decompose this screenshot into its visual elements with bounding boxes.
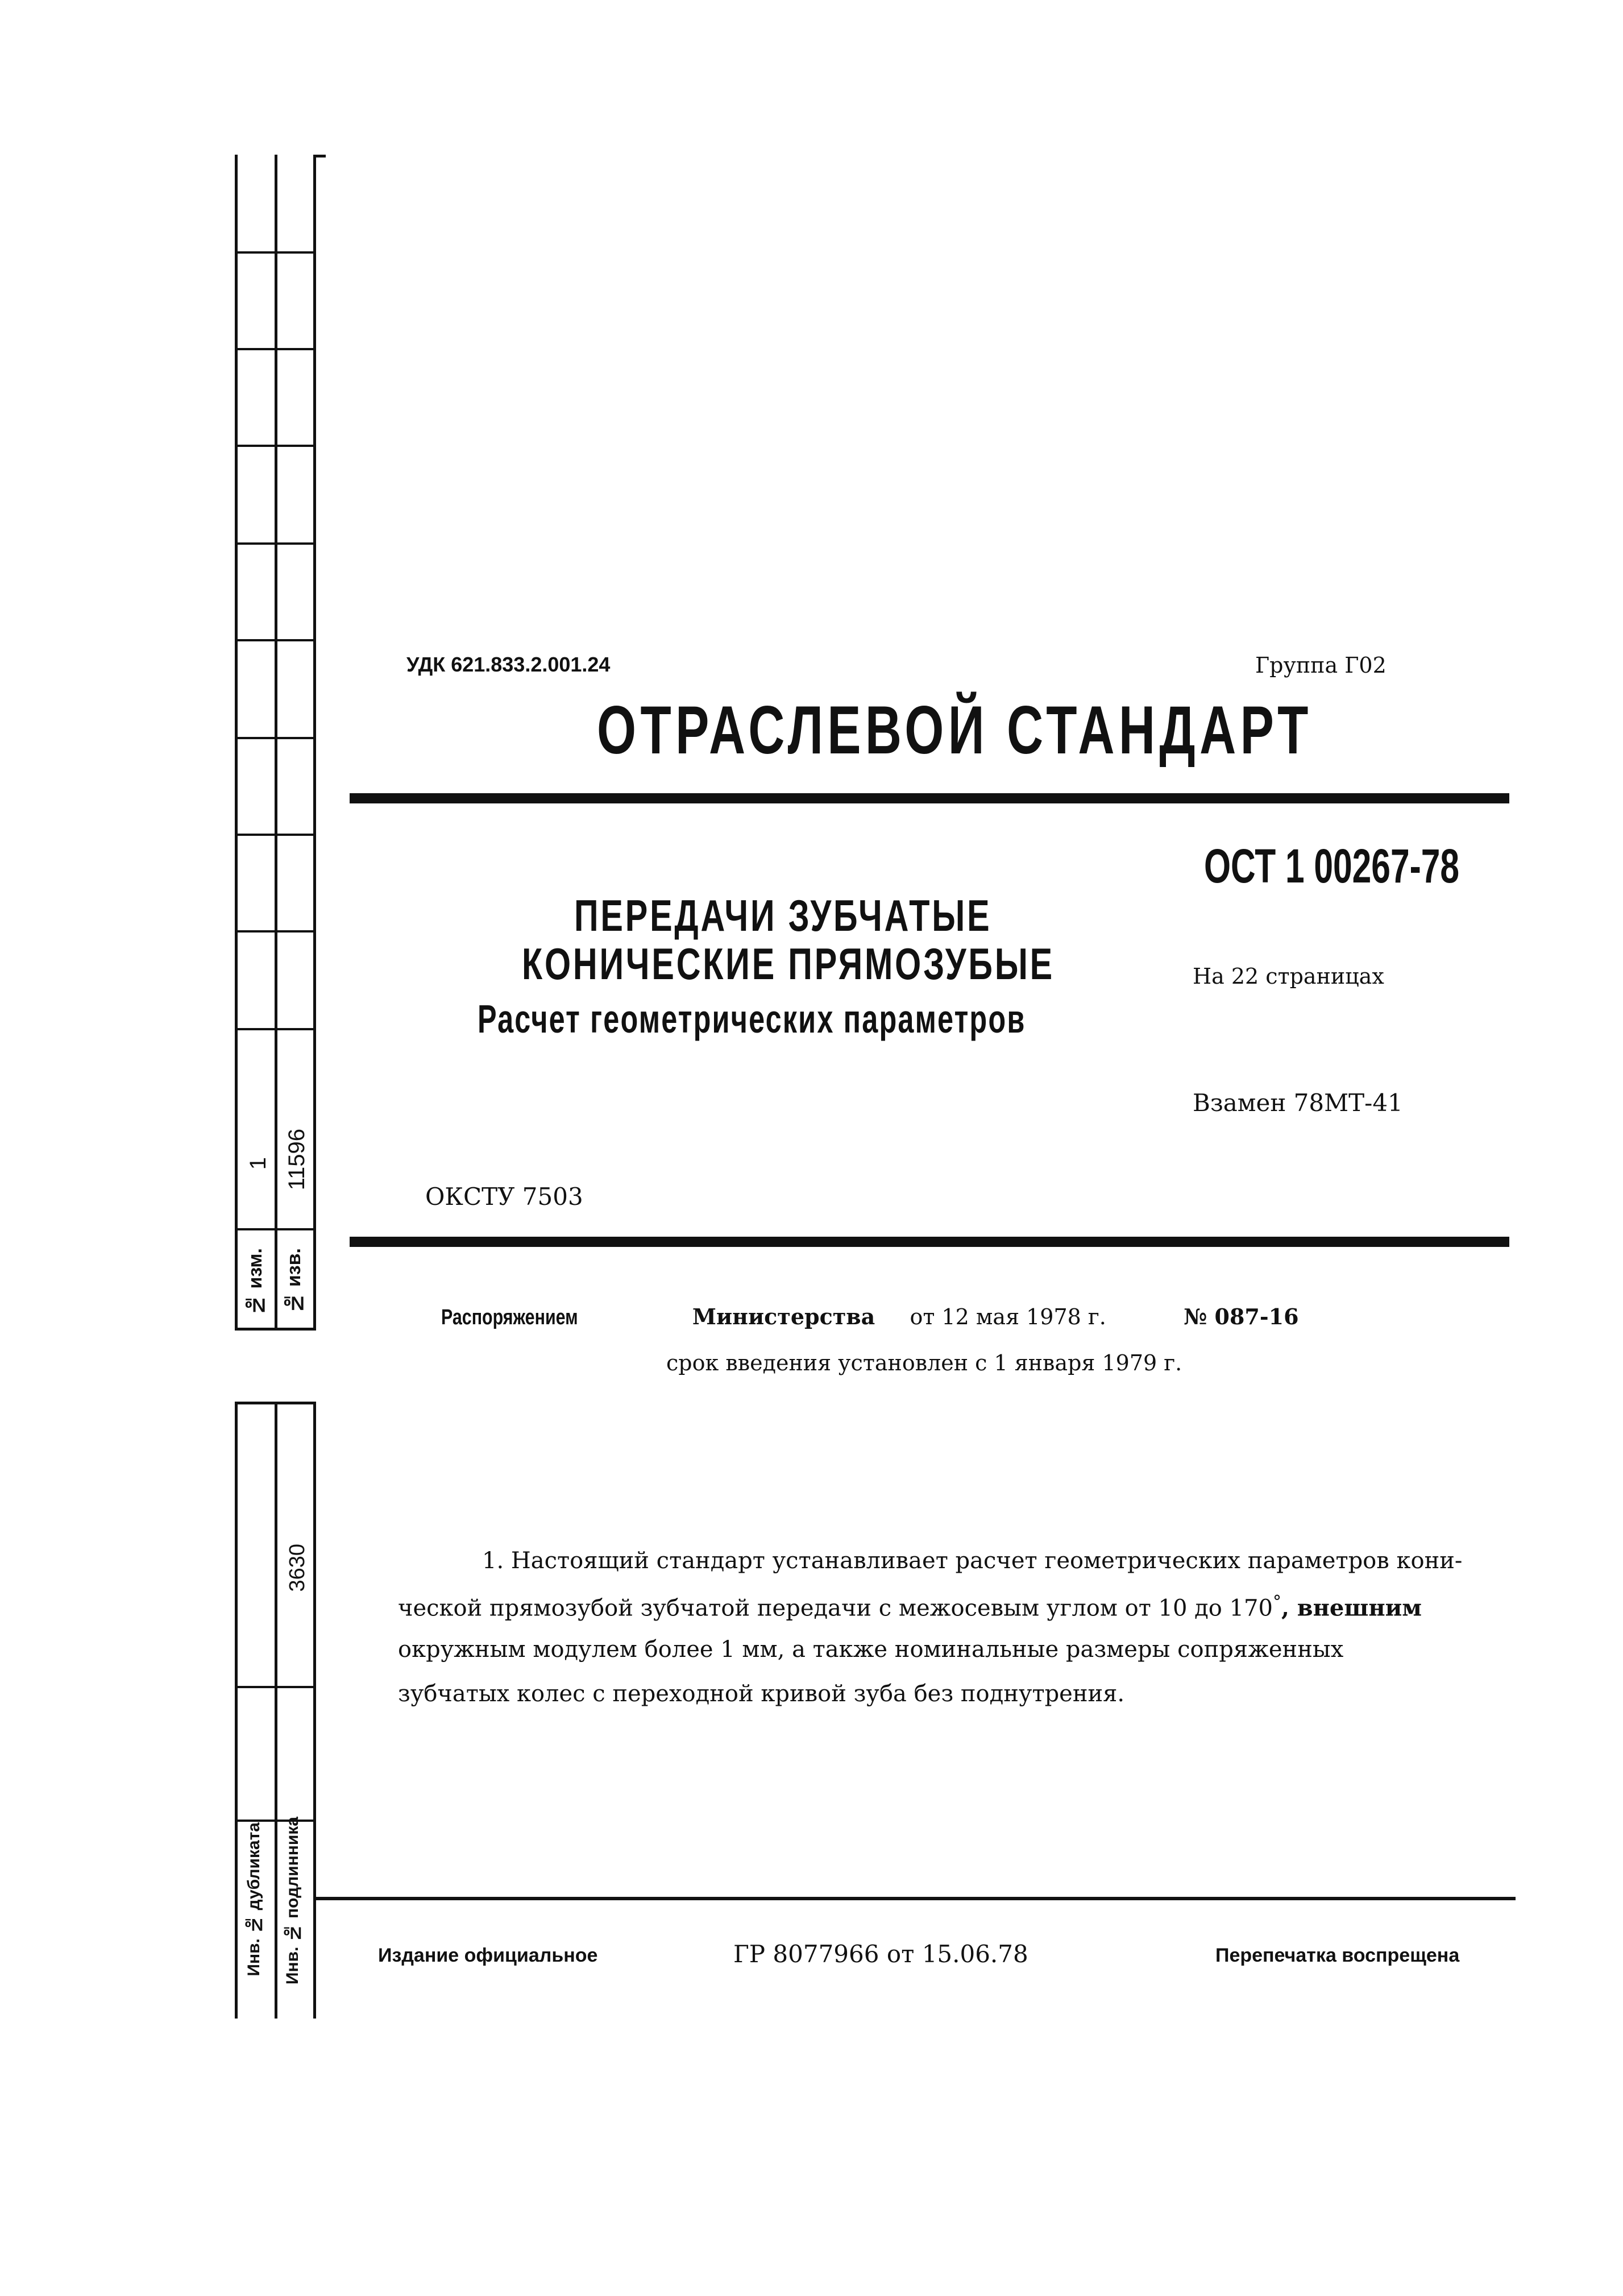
inv-duplicate-label: Инв. № дубликата [244, 1822, 263, 1976]
notice-number-label: № изв. [283, 1248, 305, 1314]
document-title-line3: Расчет геометрических параметров [478, 997, 1026, 1041]
inv-original-label: Инв. № подлинника [283, 1817, 302, 1985]
order-ministry: Министерства [692, 1304, 875, 1329]
change-number-value: 1 [246, 1157, 271, 1170]
edition-note: Издание официальное [378, 1945, 598, 1966]
order-date: от 12 мая 1978 г. [910, 1304, 1106, 1329]
document-title-line1: ПЕРЕДАЧИ ЗУБЧАТЫЕ [574, 890, 992, 940]
top-thick-rule [350, 793, 1509, 803]
page-title: ОТРАСЛЕВОЙ СТАНДАРТ [597, 692, 1313, 768]
order-line [441, 1304, 1106, 1330]
degree-sign: ° [1272, 1592, 1281, 1612]
notice-number-value: 11596 [284, 1129, 309, 1191]
reprint-notice: Перепечатка воспрещена [1215, 1945, 1460, 1966]
change-number-label: № изм. [244, 1248, 266, 1316]
standard-number: ОСТ 1 00267-78 [1204, 839, 1459, 893]
footer-rule [313, 1897, 1516, 1900]
effective-date: срок введения установлен с 1 января 1979 г. [666, 1350, 1182, 1375]
body-line-3: окружным модулем более 1 мм, а также номинальные размеры сопряженных [398, 1636, 1344, 1663]
body-line-1: 1. Настоящий стандарт устанавливает расчет геометрических параметров кони- [482, 1548, 1463, 1574]
body-line-4: зубчатых колес с переходной кривой зуба без поднутрения. [398, 1681, 1125, 1707]
oksty-code: ОКСТУ 7503 [425, 1183, 583, 1211]
order-by: Распоряжением [441, 1306, 578, 1329]
copy-number-value: 3630 [285, 1544, 309, 1592]
page-count: На 22 страницах [1193, 964, 1384, 989]
replaces-standard: Взамен 78МТ-41 [1193, 1089, 1403, 1117]
group-code: Группа Г02 [1255, 653, 1387, 678]
body-line-2: ческой прямозубой зубчатой передачи с межосевым углом от 10 до 170°, внешним [398, 1592, 1422, 1622]
document-title-line2: КОНИЧЕСКИЕ ПРЯМОЗУБЫЕ [522, 939, 1055, 989]
udk-code: УДК 621.833.2.001.24 [406, 653, 611, 676]
registration-number: ГР 8077966 от 15.06.78 [733, 1940, 1028, 1968]
middle-thick-rule [350, 1237, 1509, 1247]
order-number: № 087-16 [1184, 1304, 1299, 1329]
